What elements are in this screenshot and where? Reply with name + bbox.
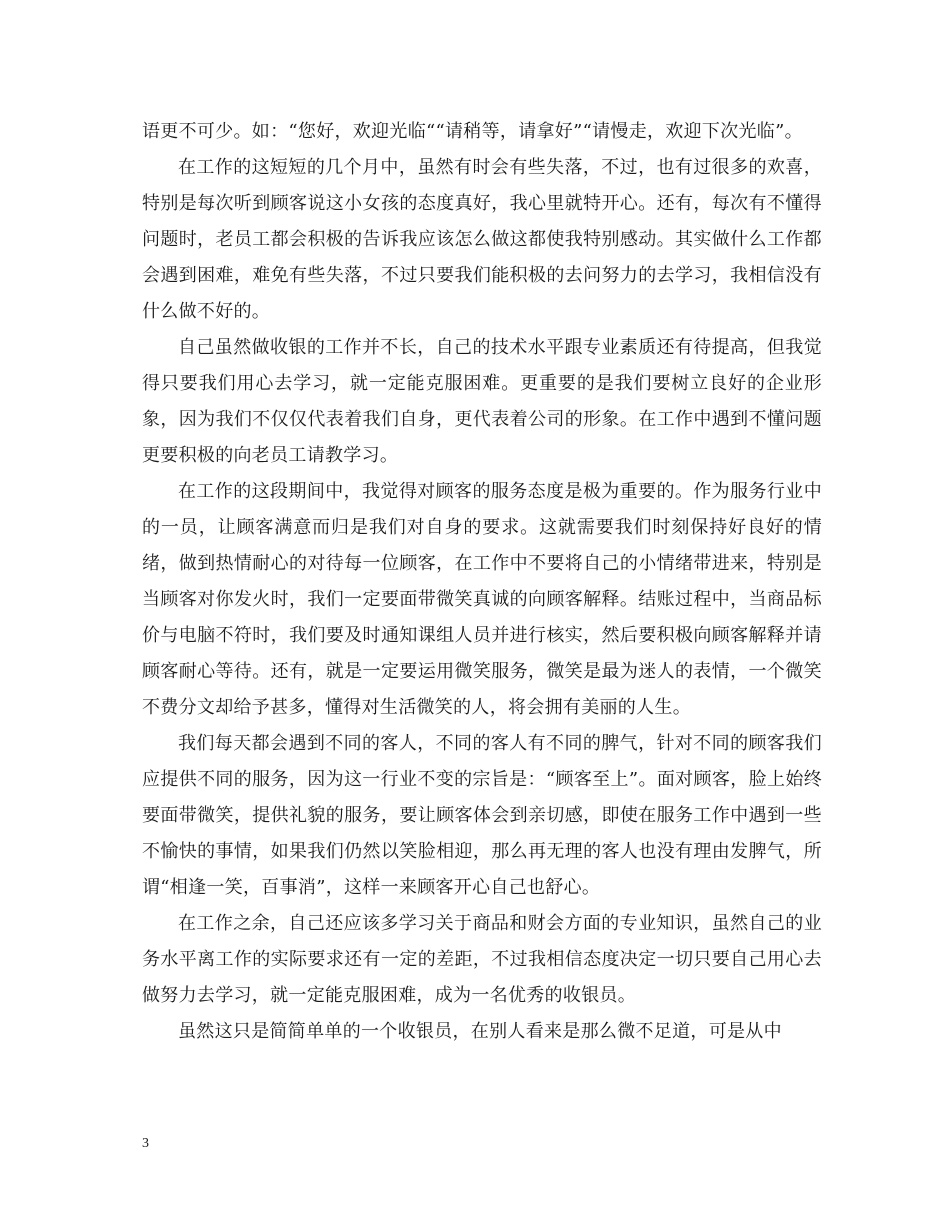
paragraph-7: 虽然这只是简简单单的一个收银员，在别人看来是那么微不足道，可是从中 <box>178 1021 782 1042</box>
document-body <box>142 114 822 1050</box>
paragraph-6: 在工作之余，自己还应该多学习关于商品和财会方面的专业知识，虽然自己的业务水平离工作的实际要求还有一定的差距，不过我相信态度决定一切只要自己用心去做努力去学习，就一定能克服困难，成为一名优秀的收银员。 <box>142 913 822 1006</box>
paragraph-3: 自己虽然做收银的工作并不长，自己的技术水平跟专业素质还有待提高，但我觉得只要我们用心去学习，就一定能克服困难。更重要的是我们要树立良好的企业形象，因为我们不仅仅代表着我们自身，更代表着公司的形象。在工作中遇到不懂问题更要积极的向老员工请教学习。 <box>142 337 822 466</box>
paragraph-4: 在工作的这段期间中，我觉得对顾客的服务态度是极为重要的。作为服务行业中的一员，让顾客满意而归是我们对自身的要求。这就需要我们时刻保持好良好的情绪，做到热情耐心的对待每一位顾客，在工作中不要将自己的小情绪带进来，特别是当顾客对你发火时，我们一定要面带微笑真诚的向顾客解释。结账过程中，当商品标价与电脑不符时，我们要及时通知课组人员并进行核实，然后要积极向顾客解释并请顾客耐心等待。还有，就是一定要运用微笑服务，微笑是最为迷人的表情，一个微笑不费分文却给予甚多，懂得对生活微笑的人，将会拥有美丽的人生。 <box>142 481 822 718</box>
paragraph-5: 我们每天都会遇到不同的客人，不同的客人有不同的脾气，针对不同的顾客我们应提供不同的服务，因为这一行业不变的宗旨是：“顾客至上”。面对顾客，脸上始终要面带微笑，提供礼貌的服务，要让顾客体会到亲切感，即使在服务工作中遇到一些不愉快的事情，如果我们仍然以笑脸相迎，那么再无理的客人也没有理由发脾气，所谓“相逢一笑，百事消”，这样一来顾客开心自己也舒心。 <box>142 733 822 898</box>
paragraph-1: 语更不可少。如：“您好，欢迎光临““请稍等，请拿好”“请慢走，欢迎下次光临”。 <box>142 121 803 142</box>
page-number: 3 <box>142 1136 149 1151</box>
paragraph-2: 在工作的这短短的几个月中，虽然有时会有些失落，不过，也有过很多的欢喜，特别是每次听到顾客说这小女孩的态度真好，我心里就特开心。还有，每次有不懂得问题时，老员工都会积极的告诉我应该怎么做这都使我特别感动。其实做什么工作都会遇到困难，难免有些失落，不过只要我们能积极的去问努力的去学习，我相信没有什么做不好的。 <box>142 157 822 322</box>
